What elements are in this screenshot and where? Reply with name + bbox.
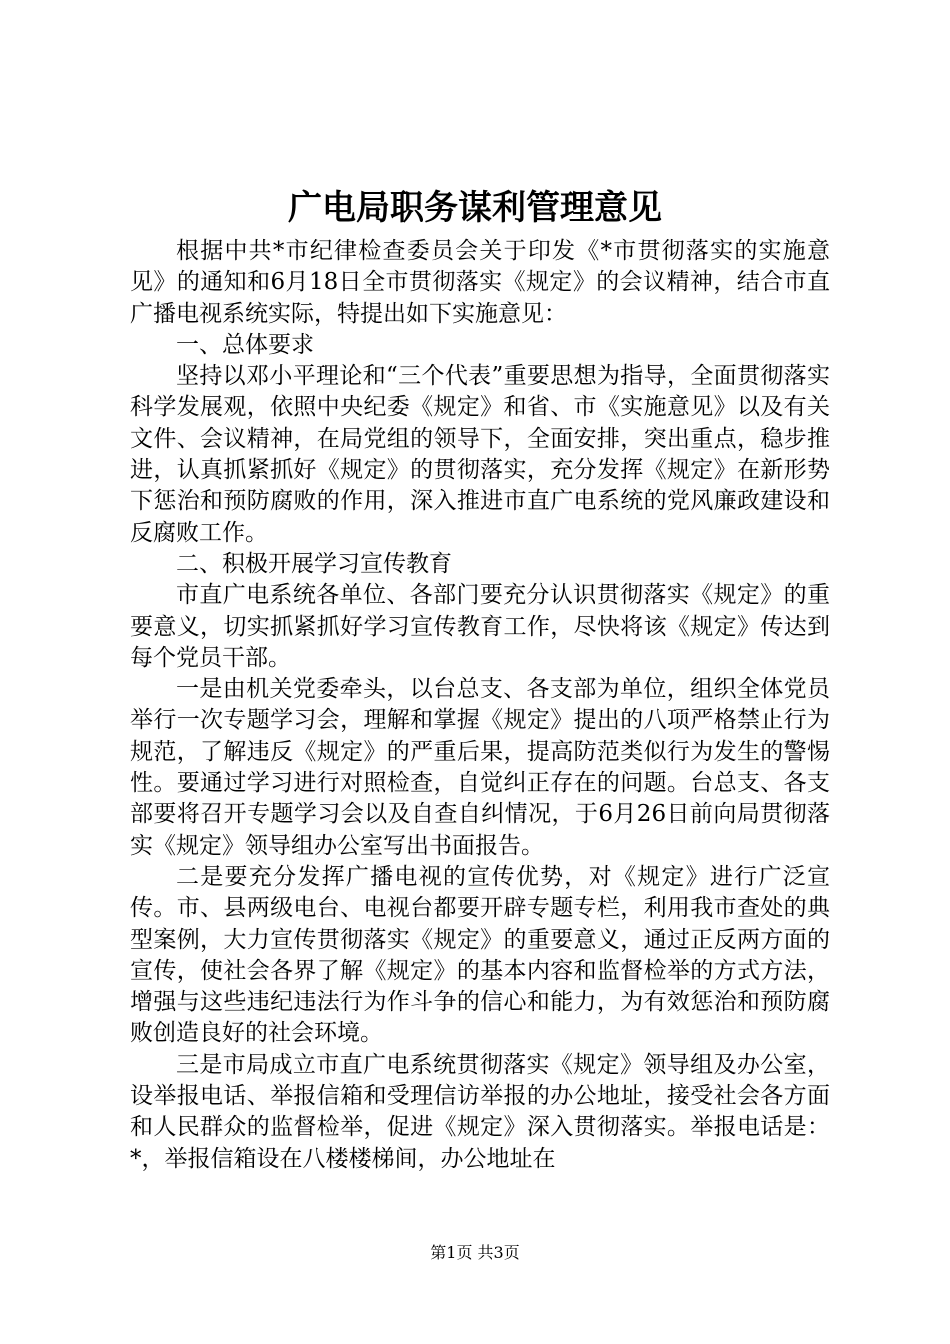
paragraph-intro: 根据中共*市纪律检查委员会关于印发《*市贯彻落实的实施意见》的通知和6月18日全市贯彻落实《规定》的会议精神，结合市直广播电视系统实际，特提出如下实施意见： (130, 238, 830, 327)
paragraph-general-requirements: 坚持以邓小平理论和“三个代表”重要思想为指导，全面贯彻落实科学发展观，依照中央纪委《规定》和省、市《实施意见》以及有关文件、会议精神，在局党组的领导下，全面安排，突出重点，稳步推进，认真抓紧抓好《规定》的贯彻落实，充分发挥《规定》在新形势下惩治和预防腐败的作用，深入推进市直广电系统的党风廉政建设和反腐败工作。 (130, 363, 830, 546)
page-footer: 第1页 共3页 (430, 1243, 520, 1262)
paragraph-item-one: 一是由机关党委牵头，以台总支、各支部为单位，组织全体党员举行一次专题学习会，理解和掌握《规定》提出的八项严格禁止行为规范，了解违反《规定》的严重后果，提高防范类似行为发生的警惕性。要通过学习进行对照检查，自觉纠正存在的问题。台总支、各支部要将召开专题学习会以及自查自纠情况，于6月26日前向局贯彻落实《规定》领导组办公室写出书面报告。 (130, 676, 830, 859)
paragraph-item-two: 二是要充分发挥广播电视的宣传优势，对《规定》进行广泛宣传。市、县两级电台、电视台都要开辟专题专栏，利用我市查处的典型案例，大力宣传贯彻落实《规定》的重要意义，通过正反两方面的宣传，使社会各界了解《规定》的基本内容和监督检举的方式方法，增强与这些违纪违法行为作斗争的信心和能力，为有效惩治和预防腐败创造良好的社会环境。 (130, 863, 830, 1047)
section-heading-education: 二、积极开展学习宣传教育 (176, 550, 452, 577)
document-title: 广电局职务谋利管理意见 (288, 188, 662, 228)
paragraph-item-three: 三是市局成立市直广电系统贯彻落实《规定》领导组及办公室，设举报电话、举报信箱和受理信访举报的办公地址，接受社会各方面和人民群众的监督检举，促进《规定》深入贯彻落实。举报电话是：*，举报信箱设在八楼楼梯间，办公地址在 (130, 1051, 830, 1172)
section-heading-general: 一、总体要求 (176, 331, 314, 358)
document-body (130, 236, 830, 1175)
paragraph-education-intro: 市直广电系统各单位、各部门要充分认识贯彻落实《规定》的重要意义，切实抓紧抓好学习宣传教育工作，尽快将该《规定》传达到每个党员干部。 (130, 582, 830, 671)
